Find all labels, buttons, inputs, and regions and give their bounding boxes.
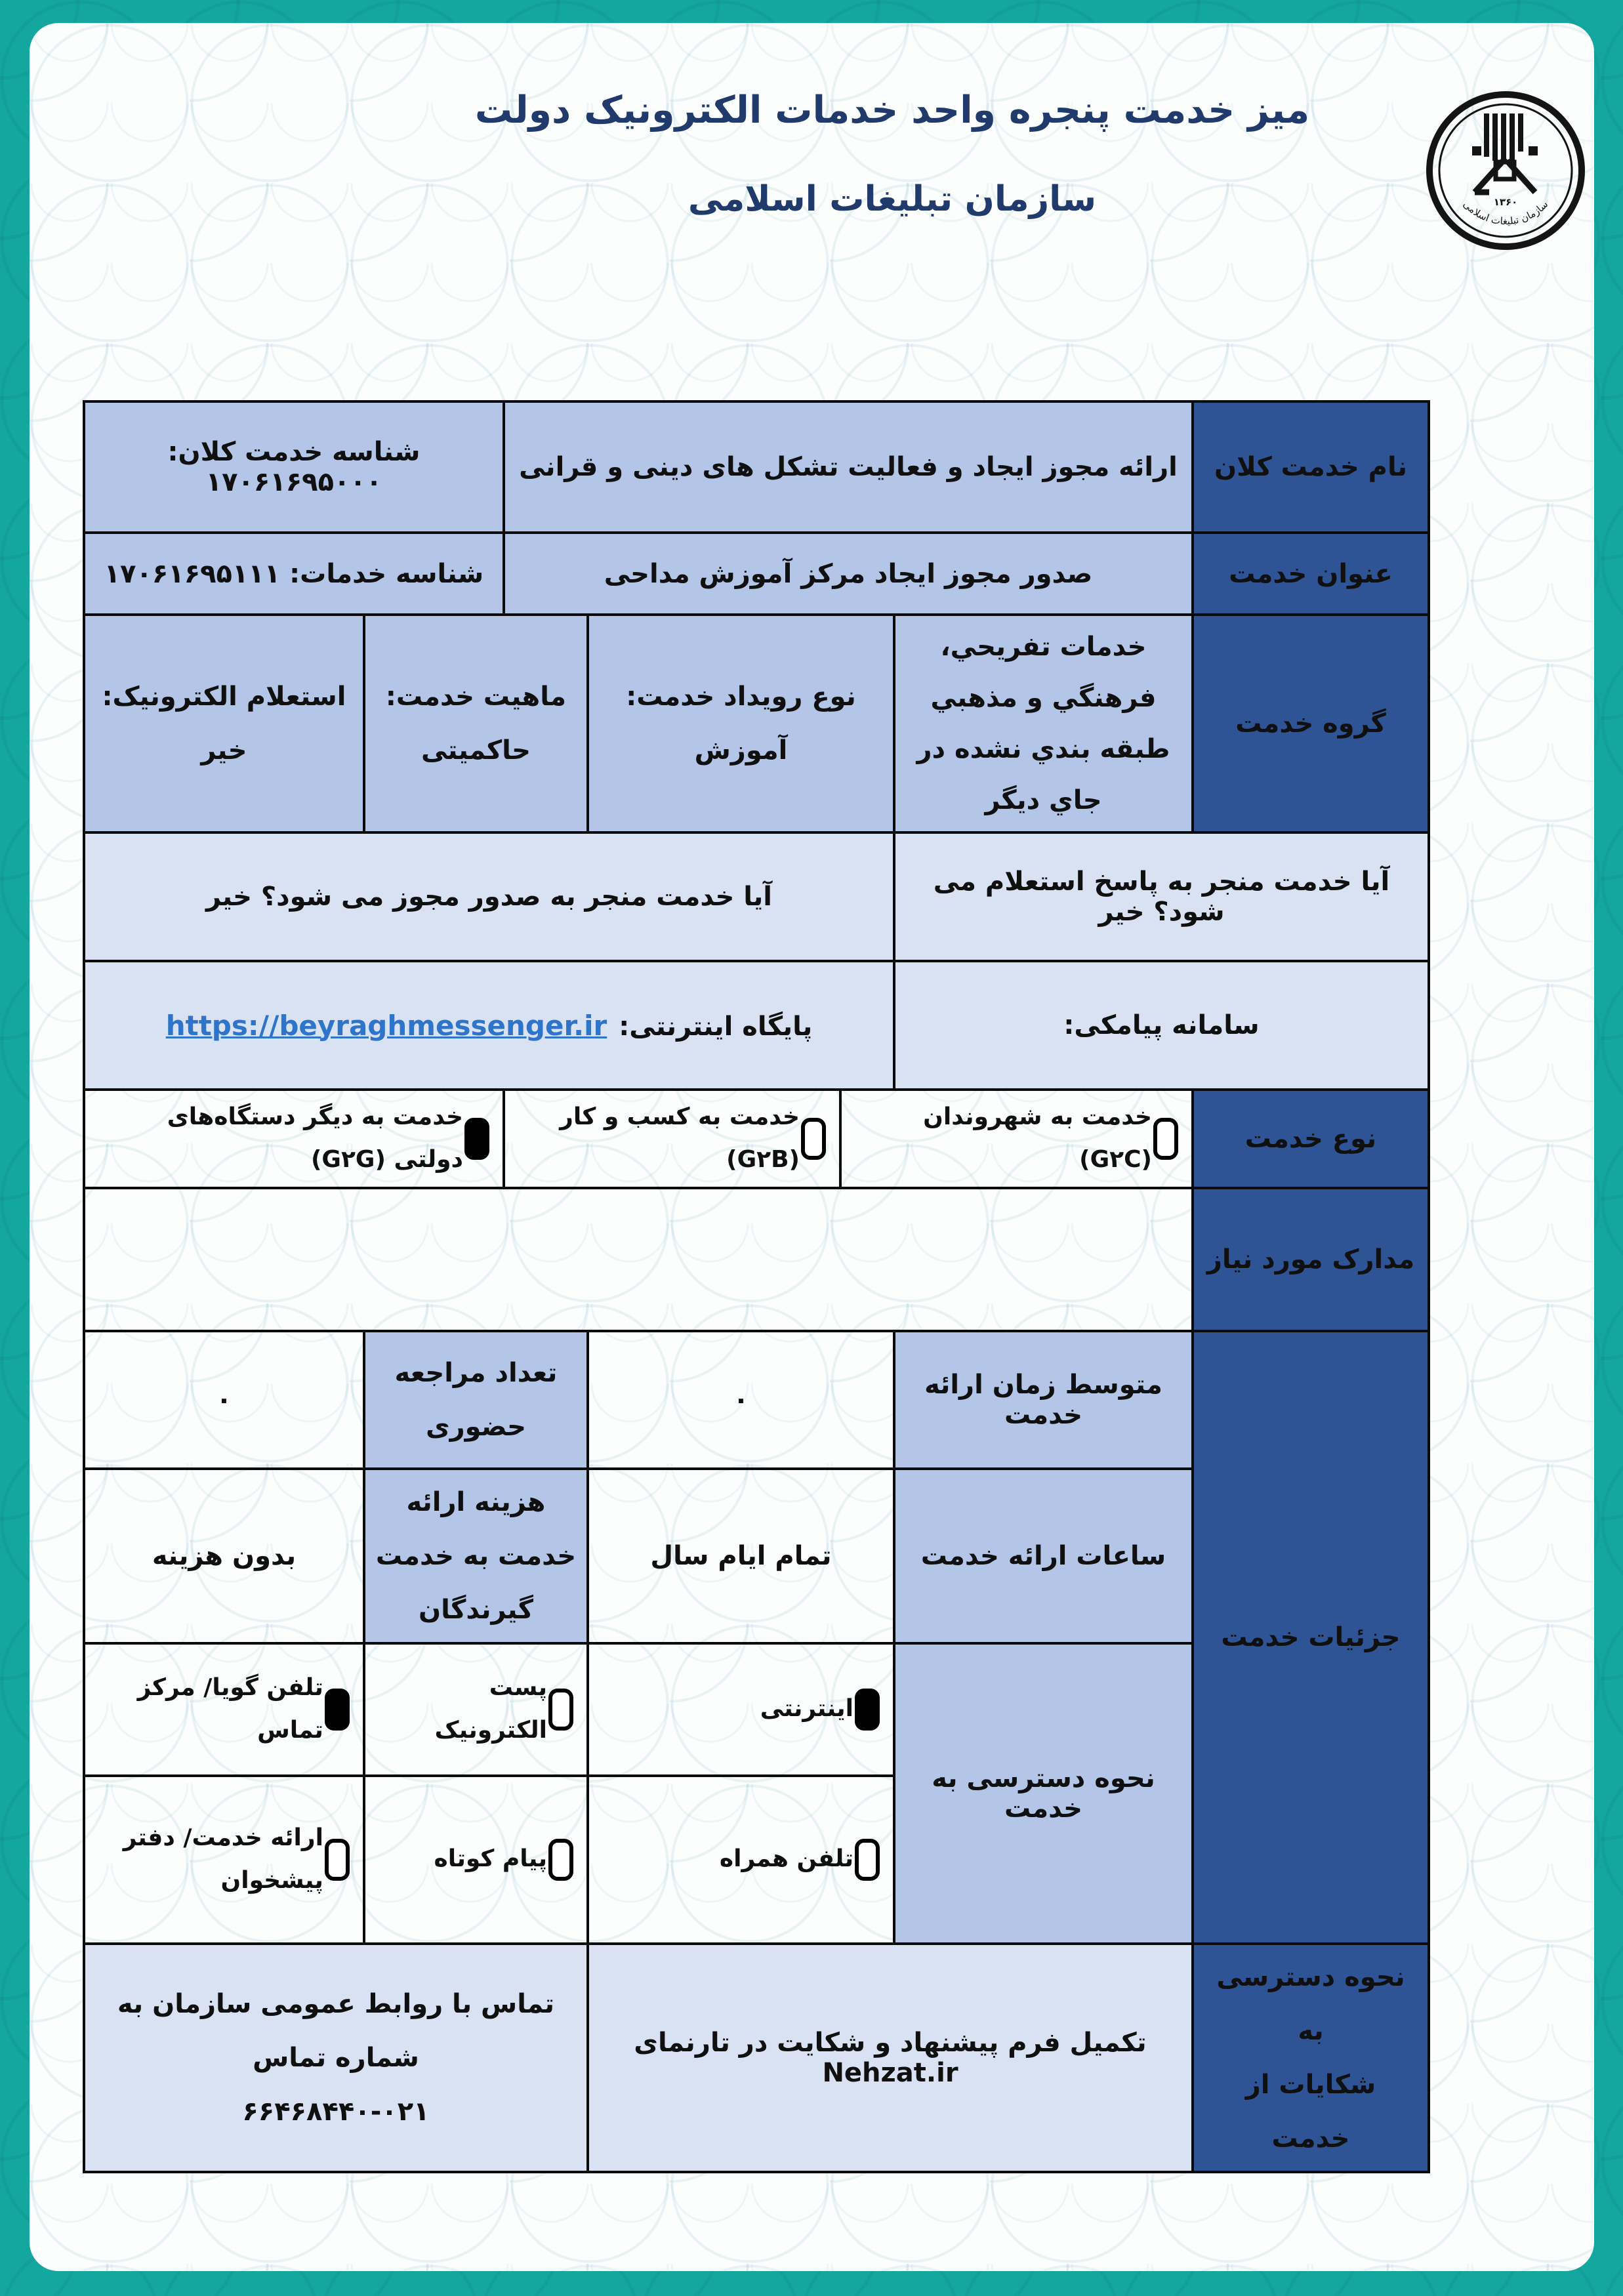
service-nature (364, 615, 588, 832)
access-email (364, 1643, 588, 1776)
complaints-header-line1: نحوه دسترسی به (1216, 1961, 1405, 2046)
complaints-web-channel: تکمیل فرم پیشنهاد و شکایت در تارنمای Nehzat.ir (588, 1944, 1193, 2172)
avg-time-label: متوسط زمان ارائه خدمت (894, 1331, 1193, 1469)
mobile-label: تلفن همراه (719, 1845, 853, 1873)
access-mobile (588, 1776, 894, 1944)
inquiry-value: خیر (201, 735, 247, 766)
organization-logo-icon (1424, 89, 1588, 253)
logo-caption: سازمان تبلیغات اسلامی (1460, 198, 1551, 228)
mobile-checkbox[interactable] (855, 1839, 880, 1881)
visits-value: ۰ (84, 1331, 364, 1469)
complaints-phone-number: ۶۶۴۶۸۴۴۰-۰۲۱ (242, 2096, 430, 2127)
table-row (84, 1090, 1429, 1188)
ivr-checkbox[interactable] (325, 1689, 350, 1731)
sms-system-label: سامانه پیامکی: (894, 961, 1429, 1090)
table-row (84, 832, 1429, 961)
macro-service-header: نام خدمت کلان (1193, 401, 1429, 533)
website-label: پایگاه اینترنتی: (619, 1011, 813, 1042)
hours-value: تمام ایام سال (588, 1469, 894, 1643)
service-type-g2g (84, 1090, 504, 1188)
internet-label: اینترنتی (760, 1695, 853, 1723)
table-row (84, 615, 1429, 832)
table-row (84, 1331, 1429, 1469)
page-title: میز خدمت پنجره واحد خدمات الکترونیک دولت (474, 89, 1310, 132)
website-cell (84, 961, 894, 1090)
visits-label: تعداد مراجعه حضوری (364, 1331, 588, 1469)
service-group-category: خدمات تفريحي، فرهنگي و مذهبي طبقه بندي نشده در جاي ديگر (894, 615, 1193, 832)
complaints-phone-line1: تماس با روابط عمومی سازمان به شماره تماس (117, 1988, 555, 2073)
g2c-checkbox[interactable] (1153, 1118, 1178, 1160)
event-type-label: نوع رویداد خدمت: (626, 682, 856, 712)
license-question: آیا خدمت منجر به صدور مجوز می شود؟ خیر (84, 832, 894, 961)
details-header: جزئیات خدمت (1193, 1331, 1429, 1944)
document-header (466, 89, 1319, 219)
service-group-header: گروه خدمت (1193, 615, 1429, 832)
counter-checkbox[interactable] (325, 1839, 350, 1881)
website-link[interactable]: https://beyraghmessenger.ir (165, 1009, 607, 1042)
service-type-g2b (504, 1090, 840, 1188)
macro-service-name: ارائه مجوز ایجاد و فعالیت تشکل های دینی و قرانی (504, 401, 1193, 533)
service-info-table (83, 400, 1430, 2173)
cost-label: هزینه ارائه خدمت به خدمت گیرندگان (364, 1469, 588, 1643)
internet-checkbox[interactable] (855, 1689, 880, 1731)
sms-label: پیام کوتاه (434, 1845, 547, 1873)
g2g-checkbox[interactable] (464, 1118, 489, 1160)
g2b-checkbox[interactable] (801, 1118, 826, 1160)
complaints-phone-channel (84, 1944, 588, 2172)
service-type-g2c (840, 1090, 1193, 1188)
table-row (84, 533, 1429, 615)
inquiry-question: آیا خدمت منجر به پاسخ استعلام می شود؟ خیر (894, 832, 1429, 961)
g2g-label: خدمت به دیگر دستگاه‌های دولتی (G۲G) (167, 1103, 463, 1173)
event-type-value: آموزش (694, 735, 788, 766)
hours-label: ساعات ارائه خدمت (894, 1469, 1193, 1643)
logo-year: ۱۳۶۰ (1493, 196, 1518, 208)
g2b-label: خدمت به کسب و کار (G۲B) (560, 1103, 800, 1173)
table-row (84, 401, 1429, 533)
complaints-header-line2: شکایات از خدمت (1245, 2069, 1376, 2154)
access-ivr (84, 1643, 364, 1776)
service-title-name: صدور مجوز ایجاد مرکز آموزش مداحی (504, 533, 1193, 615)
sms-checkbox[interactable] (548, 1839, 573, 1881)
documents-header: مدارک مورد نیاز (1193, 1188, 1429, 1331)
table-row (84, 1944, 1429, 2172)
access-counter (84, 1776, 364, 1944)
electronic-inquiry (84, 615, 364, 832)
access-internet (588, 1643, 894, 1776)
service-title-id: شناسه خدمات: ۱۷۰۶۱۶۹۵۱۱۱ (84, 533, 504, 615)
nature-label: ماهیت خدمت: (385, 682, 567, 712)
inquiry-label: استعلام الکترونیک: (102, 682, 346, 712)
cost-value: بدون هزینه (84, 1469, 364, 1643)
email-label: پست الکترونیک (434, 1673, 547, 1744)
table-row (84, 1188, 1429, 1331)
access-label: نحوه دسترسی به خدمت (894, 1643, 1193, 1944)
form-page (30, 23, 1594, 2271)
g2c-label: خدمت به شهروندان (G۲C) (923, 1103, 1152, 1173)
avg-time-value: ۰ (588, 1331, 894, 1469)
service-event-type (588, 615, 894, 832)
nature-value: حاکمیتی (421, 735, 531, 766)
documents-content (84, 1188, 1193, 1331)
access-sms (364, 1776, 588, 1944)
complaints-header (1193, 1944, 1429, 2172)
counter-label: ارائه خدمت/ دفتر پیشخوان (123, 1824, 323, 1894)
macro-service-id: شناسه خدمت کلان: ۱۷۰۶۱۶۹۵۰۰۰ (84, 401, 504, 533)
table-row (84, 961, 1429, 1090)
service-type-header: نوع خدمت (1193, 1090, 1429, 1188)
page-subtitle: سازمان تبلیغات اسلامی (688, 179, 1097, 219)
email-checkbox[interactable] (548, 1689, 573, 1731)
service-title-header: عنوان خدمت (1193, 533, 1429, 615)
ivr-label: تلفن گویا/ مرکز تماس (137, 1673, 323, 1744)
